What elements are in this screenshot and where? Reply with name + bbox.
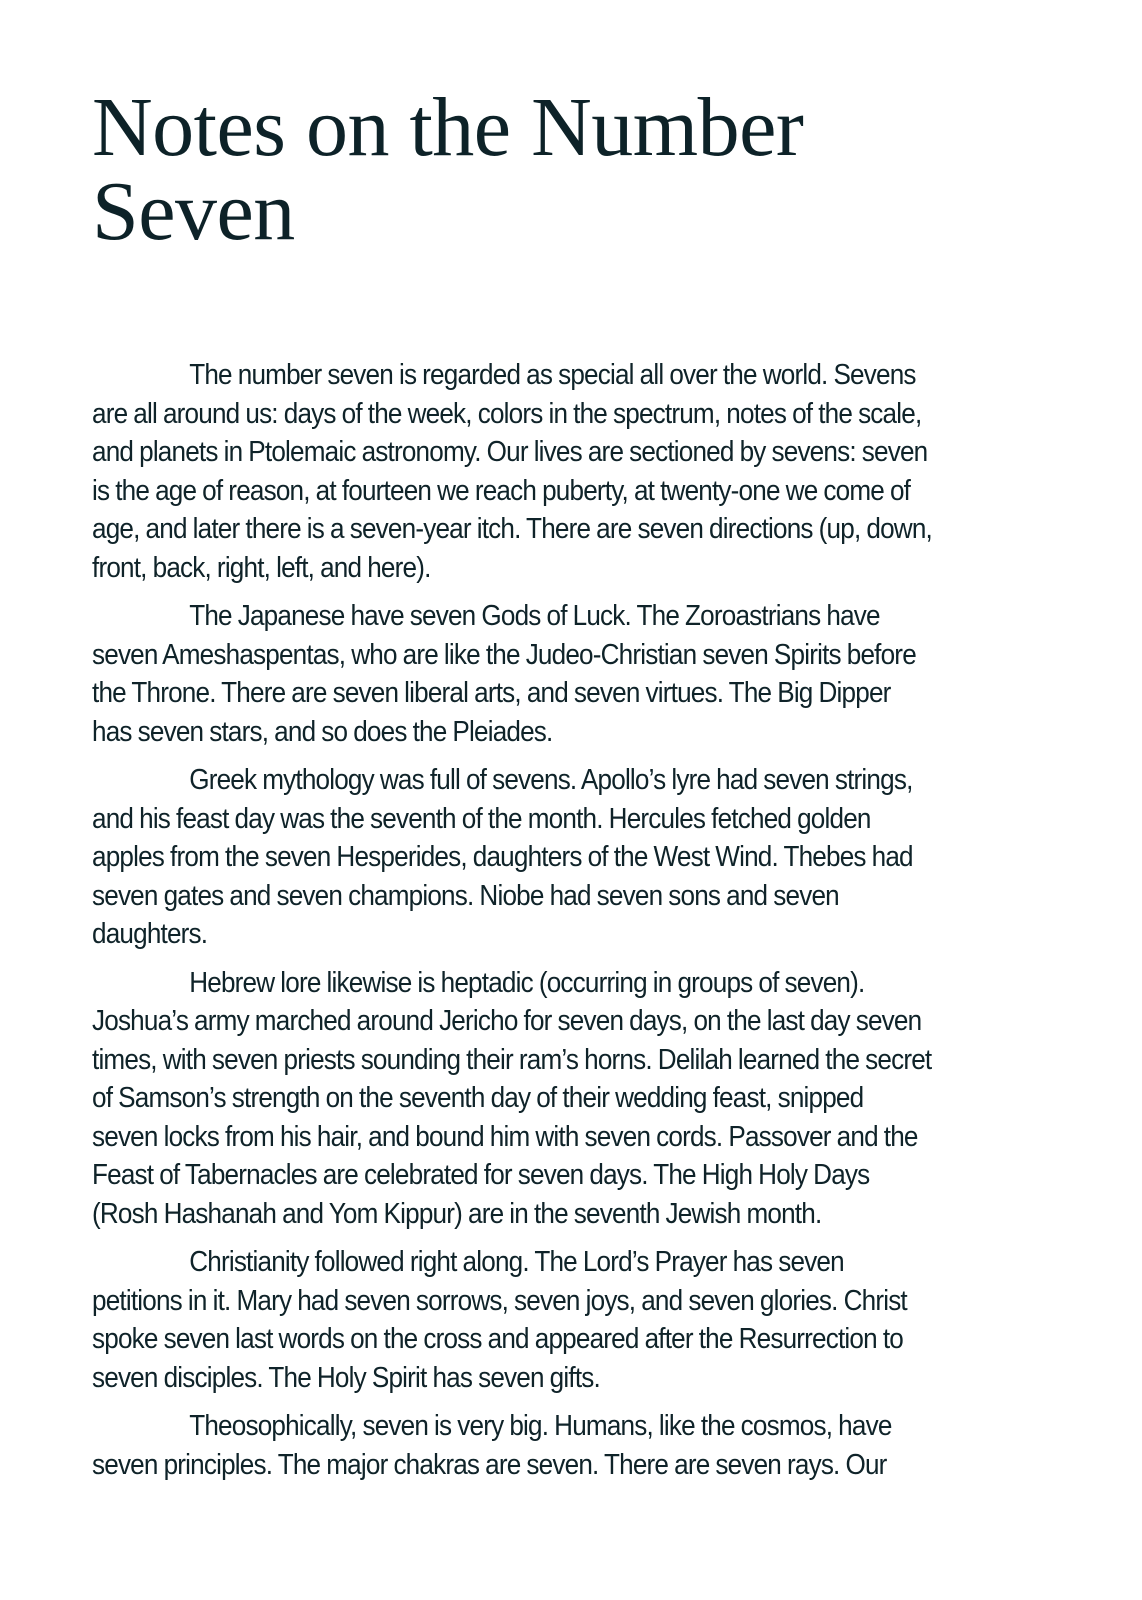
text-line: apples from the seven Hesperides, daughters of the West Wind. Thebes had	[92, 841, 913, 873]
title-line: Seven	[92, 165, 295, 258]
text-line: and his feast day was the seventh of the month. Hercules fetched golden	[92, 802, 871, 835]
text-line: Theosophically, seven is very big. Humans, like the cosmos, have	[189, 1410, 892, 1442]
document-page	[92, 0, 1062, 1494]
text-line: (Rosh Hashanah and Yom Kippur) are in the seventh Jewish month.	[92, 1197, 822, 1230]
paragraph-hebrew	[92, 964, 1062, 1234]
paragraph-greek	[92, 761, 1062, 954]
text-line: Christianity followed right along. The Lord’s Prayer has seven	[189, 1246, 844, 1278]
text-line: petitions in it. Mary had seven sorrows, seven joys, and seven glories. Christ	[92, 1284, 907, 1317]
text-line: of Samson’s strength on the seventh day of their wedding feast, snipped	[92, 1082, 864, 1114]
text-line: seven principles. The major chakras are seven. There are seven rays. Our	[92, 1448, 887, 1481]
text-line: are all around us: days of the week, colors in the spectrum, notes of the scale,	[92, 397, 922, 430]
text-line: seven Ameshaspentas, who are like the Judeo-Christian seven Spirits before	[92, 638, 916, 671]
text-line: seven gates and seven champions. Niobe had seven sons and seven	[92, 879, 839, 912]
text-line: Joshua’s army marched around Jericho for seven days, on the last day seven	[92, 1005, 922, 1037]
body-text	[92, 356, 1062, 1484]
text-line: Greek mythology was full of sevens. Apollo’s lyre had seven strings,	[189, 764, 913, 796]
text-line: times, with seven priests sounding their ram’s horns. Delilah learned the secret	[92, 1043, 932, 1076]
text-line: The number seven is regarded as special all over the world. Sevens	[189, 359, 916, 391]
text-line: spoke seven last words on the cross and appeared after the Resurrection to	[92, 1323, 903, 1355]
text-line: and planets in Ptolemaic astronomy. Our lives are sectioned by sevens: seven	[92, 436, 928, 468]
title-line: Notes on the Number	[92, 81, 804, 174]
text-line: The Japanese have seven Gods of Luck. The Zoroastrians have	[189, 600, 880, 632]
text-line: seven disciples. The Holy Spirit has seven gifts.	[92, 1361, 600, 1394]
text-line: Hebrew lore likewise is heptadic (occurring in groups of seven).	[189, 966, 865, 999]
paragraph-christianity	[92, 1243, 1062, 1397]
text-line: is the age of reason, at fourteen we reach puberty, at twenty-one we come of	[92, 474, 911, 507]
text-line: front, back, right, left, and here).	[92, 551, 431, 584]
paragraph-theosophy	[92, 1407, 1062, 1484]
paragraph-intro	[92, 356, 1062, 587]
text-line: has seven stars, and so does the Pleiades.	[92, 715, 553, 748]
text-line: age, and later there is a seven-year itch. There are seven directions (up, down,	[92, 513, 932, 545]
text-line: daughters.	[92, 918, 208, 950]
paragraph-japanese	[92, 597, 1062, 751]
text-line: seven locks from his hair, and bound him with seven cords. Passover and the	[92, 1120, 918, 1153]
text-line: Feast of Tabernacles are celebrated for seven days. The High Holy Days	[92, 1159, 870, 1191]
page-title	[92, 0, 1062, 258]
text-line: the Throne. There are seven liberal arts, and seven virtues. The Big Dipper	[92, 677, 891, 709]
